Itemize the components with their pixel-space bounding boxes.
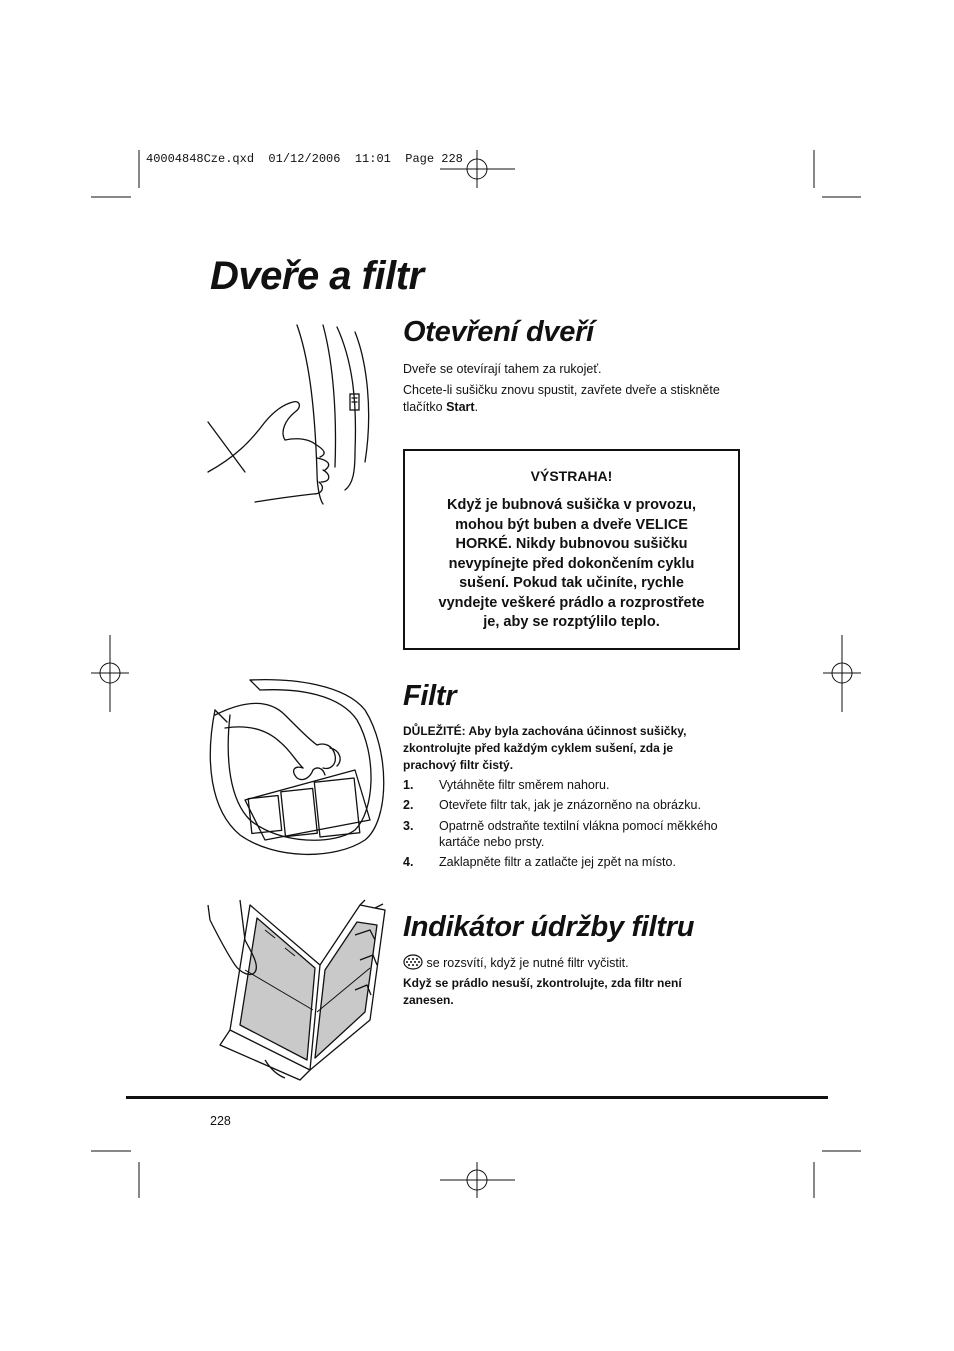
warning-line: je, aby se rozptýlilo teplo. [483, 614, 660, 630]
step-number: 3. [403, 819, 414, 833]
warning-line: Když je bubnová sušička v provozu, [447, 497, 696, 513]
filter-removal-illustration [205, 670, 390, 870]
start-button-label: Start [446, 400, 475, 414]
step-text: Opatrně odstraňte textilní vlákna pomocí měkkého kartáče nebo prsty. [439, 819, 718, 849]
warning-line: vyndejte veškeré prádlo a rozprostřete [438, 594, 705, 611]
step-text: Zaklapněte filtr a zatlačte jej zpět na místo. [439, 855, 676, 869]
warning-line: mohou být buben a dveře VELICE [455, 516, 688, 533]
warning-box [403, 449, 740, 650]
step-number: 1. [403, 778, 414, 792]
door-opening-illustration [205, 322, 395, 512]
door-restart-lead: Chcete-li sušičku znovu spustit, zavřete dveře a stiskněte [403, 383, 720, 397]
filter-step [403, 777, 743, 793]
warning-title: VÝSTRAHA! [530, 468, 613, 484]
step-text: Otevřete filtr tak, jak je znázorněno na obrázku. [439, 798, 701, 812]
page-title: Dveře a filtr [210, 254, 424, 298]
step-text: Vytáhněte filtr směrem nahoru. [439, 778, 610, 792]
important-line: prachový filtr čistý. [403, 758, 514, 772]
footer-rule [126, 1096, 828, 1099]
filter-step [403, 818, 743, 850]
door-restart-end: . [474, 400, 479, 414]
filter-step [403, 797, 743, 813]
note-line: zanesen. [403, 993, 454, 1007]
indicator-text [403, 954, 629, 972]
filter-important-text [403, 723, 686, 774]
door-open-text: Dveře se otevírají tahem za rukojeť. [403, 362, 602, 376]
door-restart-tail: tlačítko [403, 400, 447, 414]
warning-line: nevypínejte před dokončením cyklu [448, 555, 695, 572]
step-number: 4. [403, 855, 414, 869]
important-line: zkontrolujte před každým cyklem sušení, zda je [403, 741, 674, 755]
indicator-section-heading: Indikátor údržby filtru [403, 911, 695, 943]
step-number: 2. [403, 798, 414, 812]
warning-line: HORKÉ. Nikdy bubnovou sušičku [455, 536, 688, 552]
filter-section-heading: Filtr [403, 680, 457, 712]
door-section-heading: Otevření dveří [403, 316, 594, 348]
warning-line: sušení. Pokud tak učiníte, rychle [459, 575, 684, 591]
door-restart-text [403, 382, 748, 416]
page-number: 228 [210, 1114, 231, 1128]
important-line: DŮLEŽITÉ: Aby byla zachována účinnost sušičky, [403, 724, 687, 738]
warning-text [419, 496, 724, 633]
filter-cleaning-illustration [205, 900, 390, 1085]
print-header: 40004848Cze.qxd 01/12/2006 11:01 Page 228 [146, 152, 463, 166]
indicator-note [403, 975, 682, 1009]
filter-indicator-icon [403, 954, 423, 970]
note-line: Když se prádlo nesuší, zkontrolujte, zda filtr není [403, 976, 682, 990]
filter-step [403, 854, 743, 870]
indicator-description: se rozsvítí, když je nutné filtr vyčistit. [423, 956, 629, 970]
